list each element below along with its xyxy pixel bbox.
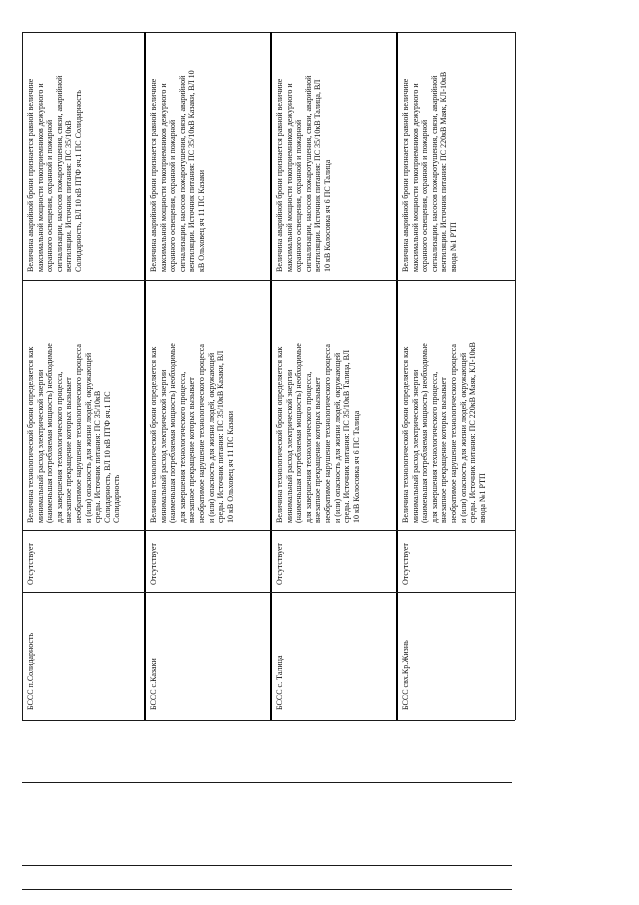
row-divider-1	[144, 32, 146, 720]
table-row-2-name: БССС с.Казаки	[149, 658, 158, 710]
table-row-1-emergency-armor: Величина аварийной брони признается равной величине максимальной мощности токоприемников дежурного и охранного освещения, охранной и пожарной сигнализации, насосов пожаротушения, связи, аварийной вентиляции. Источник питания: ПС 35/10кВ Солидарность, ВЛ 10 кВ ПТФ яч.1 ПС Солидарность	[26, 75, 83, 272]
table-row-3-status: Отсутствует	[275, 543, 284, 585]
table-row-3-name: БССС с. Талица	[275, 655, 284, 710]
table-row-3-tech-armor: Величина технологической брони определяется как минимальный расход электрической энергии (наименьшая потребляемая мощность) необходимые для завершения технологического процесса, внезапное прекращение которых вызывает необратимое нарушение технологического процесса и (или) опасность для жизни людей, окружающей среды. Источник питания: ПС 35/10кВ Талица, ВЛ 10 кВ Колосовка яч 6 ПС Талица	[275, 343, 361, 523]
blank-line-2	[22, 865, 512, 866]
table-row-2-status: Отсутствует	[149, 543, 158, 585]
table-row-2-tech-armor: Величина технологической брони определяется как минимальный расход электрической энергии (наименьшая потребляемая мощность) необходимые для завершения технологического процесса, внезапное прекращение которых вызывает необратимое нарушение технологического процесса и (или) опасность для жизни людей, окружающей среды. Источник питания: ПС 35/10кВ Казаки, ВЛ 10 кВ Ольховец яч 11 ПС Казаки	[149, 343, 235, 523]
table-row-4-status: Отсутствует	[401, 543, 410, 585]
table-bottom-border	[22, 720, 515, 721]
table-row-4-name: БССС свх.Кр.Жизнь	[401, 640, 410, 710]
row-divider-3	[396, 32, 398, 720]
table-row-2-emergency-armor: Величина аварийной брони признается равной величине максимальной мощности токоприемников дежурного и охранного освещения, охранной и пожарной сигнализации, насосов пожаротушения, связи, аварийной вентиляции. Источник питания: ПС 35/10кВ Казаки, ВЛ 10 кВ Ольховец яч 11 ПС Казаки	[149, 70, 206, 272]
table-top-border	[22, 32, 515, 33]
table-row-1-tech-armor: Величина технологической брони определяется как минимальный расход электрической энергии (наименьшая потребляемая мощность) необходимые для завершения технологического процесса, внезапное прекращение которых вызывает необратимое нарушение технологического процесса и (или) опасность для жизни людей, окружающей среды. Источник питания: ПС 35/10кВ Солидарность, ВЛ 10 кВ ПТФ яч.1 ПС Солидарность	[26, 343, 122, 523]
blank-line-3	[22, 889, 512, 890]
row-divider-2	[270, 32, 272, 720]
column-divider-tech	[22, 280, 515, 281]
table-row-1-name: БССС п.Солидарность	[26, 632, 35, 710]
table-right-border	[515, 32, 516, 720]
blank-line-1	[22, 782, 512, 783]
table-row-4-tech-armor: Величина технологической брони определяется как минимальный расход электрической энергии (наименьшая потребляемая мощность) необходимые для завершения технологического процесса, внезапное прекращение которых вызывает необратимое нарушение технологического процесса и (или) опасность для жизни людей, окружающей среды. Источник питания: ПС 220кВ Маяк, КЛ-10кВ ввода №1 РТП	[401, 342, 487, 523]
table-row-3-emergency-armor: Величина аварийной брони признается равной величине максимальной мощности токоприемников дежурного и охранного освещения, охранной и пожарной сигнализации, насосов пожаротушения, связи, аварийной вентиляции. Источник питания: ПС 35/10кВ Талица, ВЛ 10 кВ Колосовка яч 6 ПС Талица	[275, 75, 332, 272]
column-divider-status	[22, 530, 515, 531]
column-divider-name	[22, 592, 515, 593]
table-left-border	[22, 32, 23, 720]
table-row-1-status: Отсутствует	[26, 543, 35, 585]
table-row-4-emergency-armor: Величина аварийной брони признается равной величине максимальной мощности токоприемников дежурного и охранного освещения, охранной и пожарной сигнализации, насосов пожаротушения, связи, аварийной вентиляции. Источник питания: ПС 220кВ Маяк, КЛ-10кВ ввода №1 РТП	[401, 71, 458, 272]
